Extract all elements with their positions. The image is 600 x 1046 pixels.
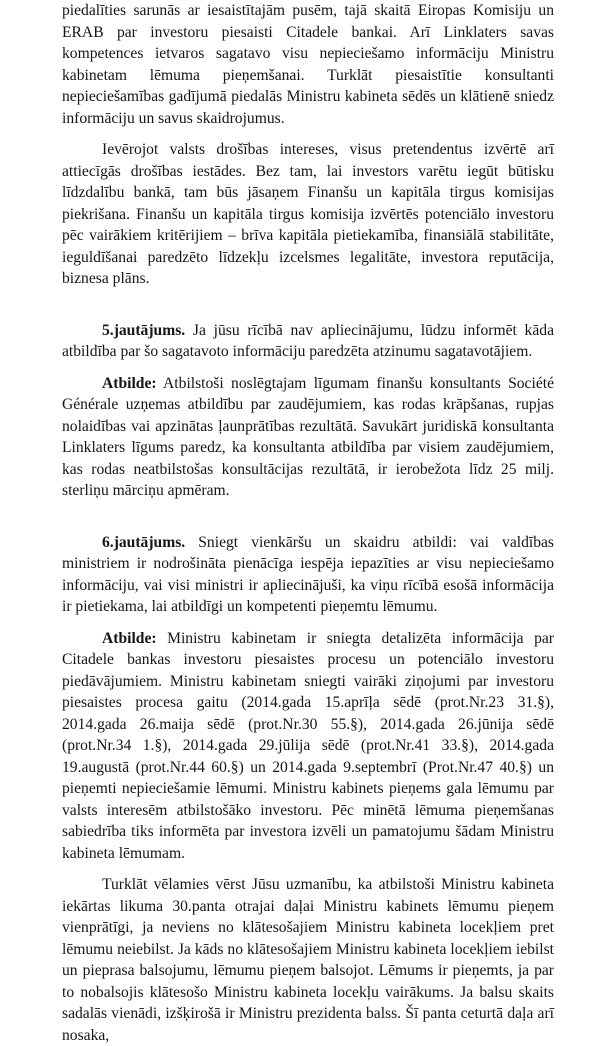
answer-6-text: Ministru kabinetam ir sniegta detalizēta informācija par Citadele bankas investoru piesaistes procesu un potenciālo investoru piedāvājumiem. Ministru kabinetam sniegti vairāki ziņojumi par investoru piesaistes procesa gaitu (2014.gada 15.aprīļa sēdē (prot.Nr.23 31.§), 2014.gada 26.maija sēdē (prot.Nr.30 55.§), 2014.gada 26.jūnija sēdē (prot.Nr.34 1.§), 2014.gada 29.jūlija sēdē (prot.Nr.41 33.§), 2014.gada 19.augustā (prot.Nr.44 60.§) un 2014.gada 9.septembrī (Prot.Nr.47 40.§) un pieņemti nepieciešamie lēmumi. Ministru kabinets pieņems gala lēmumu par valsts interesēm atbilstošāko investoru. Pēc minētā lēmuma pieņemšanas sabiedrība tiks informēta par investora izvēli un pamatojumu šādam Ministru kabineta lēmumam.	[62, 629, 554, 862]
spacer	[62, 129, 554, 139]
spacer	[62, 290, 554, 320]
question-6-text: Sniegt vienkāršu un skaidru atbildi: vai valdības ministriem ir nodrošināta pienācīga iespēja iepazīties ar visu nepieciešamo informāciju, vai visi ministri ir apliecinājuši, ka viņu rīcībā esošā informācija ir pietiekama, lai atbildīgi un kompetenti pieņemtu lēmumu.	[62, 533, 554, 615]
question-5-text: Ja jūsu rīcībā nav apliecinājumu, lūdzu informēt kāda atbildība par šo sagatavoto informāciju paredzēta atzinumu sagatavotājiem.	[62, 321, 554, 360]
paragraph-cabinet-voting: Turklāt vēlamies vērst Jūsu uzmanību, ka atbilstoši Ministru kabineta iekārtas likuma 30.panta otrajai daļai Ministru kabinets lēmumu pieņem vienprātīgi, ja neviens no klātesošajiem Ministru kabineta locekļiem pret lēmumu neiebilst. Ja kāds no klātesošajiem Ministru kabineta locekļiem iebilst un pieprasa balsojumu, lēmumu pieņem balsojot. Lēmums ir pieņemts, ja par to nobalsojis klātesošo Ministru kabineta locekļu vairākums. Ja balsu skaits sadalās vienādi, izšķirošā ir Ministru prezidenta balss. Šī panta ceturtā daļa arī nosaka,	[62, 876, 554, 1044]
question-5	[62, 320, 554, 363]
answer-5-text: Atbilstoši noslēgtajam līgumam finanšu konsultants Société Générale uzņemas atbildību par zaudējumiem, kas rodas krāpšanas, rupjas nolaidības vai apzinātas ļaunprātības rezultātā. Savukārt juridiskā konsultanta Linklaters līgums paredz, ka konsultanta atbildība par visiem zaudējumiem, kas rodas neatbilstošas konsultācijas rezultātā, ir ierobežota līdz 25 milj. sterliņu mārciņu apmēram.	[62, 374, 554, 499]
spacer	[62, 864, 554, 874]
spacer	[62, 363, 554, 373]
answer-5	[62, 373, 554, 502]
spacer	[62, 502, 554, 532]
paragraph-security-review: Ievērojot valsts drošības intereses, visus pretendentus izvērtē arī attiecīgās drošības iestādes. Bez tam, lai investors varētu iegūt būtisku līdzdalību bankā, tam būs jāsaņem Finanšu un kapitāla tirgus komisijas piekrišana. Finanšu un kapitāla tirgus komisija izvērtēs potenciālo investoru pēc vairākiem kritērijiem – brīva kapitāla pietiekamība, finansiālā stabilitāte, ieguldīšanai paredzēto līdzekļu izcelsmes legalitāte, investora reputācija, biznesa plāns.	[62, 141, 554, 287]
paragraph-consultants-participation: piedalīties sarunās ar iesaistītajām pusēm, tajā skaitā Eiropas Komisiju un ERAB par investoru piesaisti Citadele bankai. Arī Linklaters savas kompetences ietvaros sagatavo visu nepieciešamo informāciju Ministru kabinetam lēmuma pieņemšanai. Turklāt piesaistītie konsultanti nepieciešamības gadījumā piedalās Ministru kabineta sēdēs un klātienē sniedz informāciju un savus skaidrojumus.	[62, 2, 554, 127]
question-6	[62, 532, 554, 618]
answer-5-label: Atbilde:	[102, 374, 157, 392]
answer-6-label: Atbilde:	[102, 629, 157, 647]
spacer	[62, 618, 554, 628]
answer-6	[62, 628, 554, 865]
question-6-label: 6.jautājums.	[102, 533, 186, 551]
question-5-label: 5.jautājums.	[102, 321, 186, 339]
